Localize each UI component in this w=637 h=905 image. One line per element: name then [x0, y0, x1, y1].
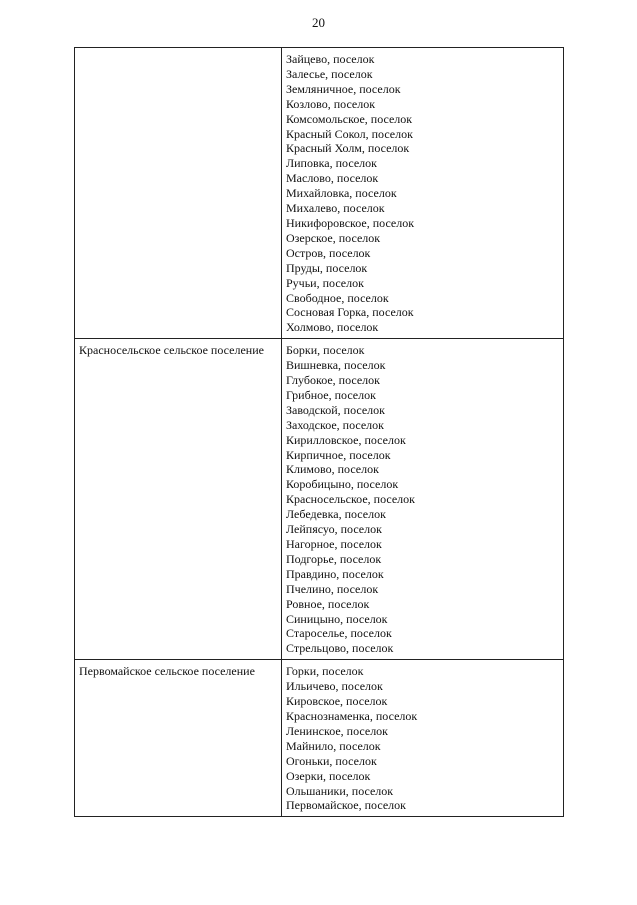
settlement-entry: Михайловка, поселок	[286, 186, 397, 201]
settlement-entry: Первомайское, поселок	[286, 798, 406, 813]
settlements-table	[74, 47, 564, 817]
district-cell	[75, 48, 282, 339]
settlement-entry: Пчелино, поселок	[286, 581, 379, 596]
settlement-entry: Нагорное, поселок	[286, 537, 382, 551]
settlement-entry: Озерское, поселок	[286, 230, 381, 245]
settlement-entry: Залесье, поселок	[286, 66, 373, 81]
table-row	[75, 339, 564, 660]
settlement-entry: Красный Сокол, поселок	[286, 126, 413, 141]
settlement-entry: Вишневка, поселок	[286, 358, 386, 373]
settlement-entry: Подгорье, поселок	[286, 551, 382, 566]
settlement-entry: Ильичево, поселок	[286, 679, 383, 694]
settlement-entry: Сосновая Горка, поселок	[286, 305, 414, 320]
settlements-table-body	[75, 48, 564, 817]
settlement-entry: Кировское, поселок	[286, 694, 388, 709]
settlement-entry: Остров, поселок	[286, 245, 371, 260]
settlements-cell	[282, 660, 564, 817]
settlement-entry: Глубокое, поселок	[286, 373, 381, 388]
settlement-entry: Красносельское, поселок	[286, 492, 415, 507]
settlement-entry: Ручьи, поселок	[286, 275, 364, 290]
settlement-entry: Лебедевка, поселок	[286, 507, 386, 522]
settlement-entry: Синицыно, поселок	[286, 611, 388, 626]
settlement-entry: Староселье, поселок	[286, 626, 392, 641]
settlement-entry: Свободное, поселок	[286, 290, 389, 305]
settlement-entry: Майнило, поселок	[286, 738, 381, 753]
table-row	[75, 660, 564, 817]
settlement-entry: Грибное, поселок	[286, 387, 376, 402]
settlement-entry: Заходское, поселок	[286, 417, 384, 432]
settlements-cell	[282, 48, 564, 339]
district-name: Первомайское сельское поселение	[79, 664, 255, 679]
settlement-entry: Липовка, поселок	[286, 156, 377, 171]
district-cell	[75, 660, 282, 817]
settlement-entry: Кирпичное, поселок	[286, 447, 391, 462]
settlement-entry: Михалево, поселок	[286, 201, 385, 216]
settlement-entry: Ленинское, поселок	[286, 723, 389, 738]
settlement-entry: Красный Холм, поселок	[286, 141, 410, 156]
settlement-entry: Маслово, поселок	[286, 171, 379, 186]
settlement-entry: Козлово, поселок	[286, 96, 376, 111]
settlement-entry: Ровное, поселок	[286, 596, 370, 611]
settlement-entry: Правдино, поселок	[286, 566, 384, 581]
settlement-entry: Климово, поселок	[286, 462, 379, 477]
settlement-entry: Комсомольское, поселок	[286, 111, 413, 126]
settlement-entry: Озерки, поселок	[286, 768, 371, 783]
settlement-entry: Горки, поселок	[286, 664, 364, 679]
page-number: 20	[312, 15, 325, 30]
settlement-entry: Краснознаменка, поселок	[286, 708, 418, 723]
settlements-cell	[282, 339, 564, 660]
district-name: Красносельское сельское поселение	[79, 343, 264, 358]
settlement-entry: Заводской, поселок	[286, 402, 385, 417]
settlement-entry: Коробицыно, поселок	[286, 477, 399, 492]
settlement-entry: Зайцево, поселок	[286, 52, 375, 66]
settlement-entry: Холмово, поселок	[286, 320, 379, 335]
settlement-entry: Лейпясуо, поселок	[286, 522, 382, 537]
settlement-entry: Пруды, поселок	[286, 260, 368, 275]
table-row	[75, 48, 564, 339]
district-cell	[75, 339, 282, 660]
settlement-entry: Борки, поселок	[286, 343, 365, 358]
settlement-entry: Кирилловское, поселок	[286, 432, 406, 447]
settlement-entry: Земляничное, поселок	[286, 81, 401, 96]
settlement-entry: Никифоровское, поселок	[286, 215, 415, 230]
settlement-entry: Ольшаники, поселок	[286, 783, 394, 798]
settlement-entry: Огоньки, поселок	[286, 753, 377, 768]
settlement-entry: Стрельцово, поселок	[286, 641, 394, 656]
